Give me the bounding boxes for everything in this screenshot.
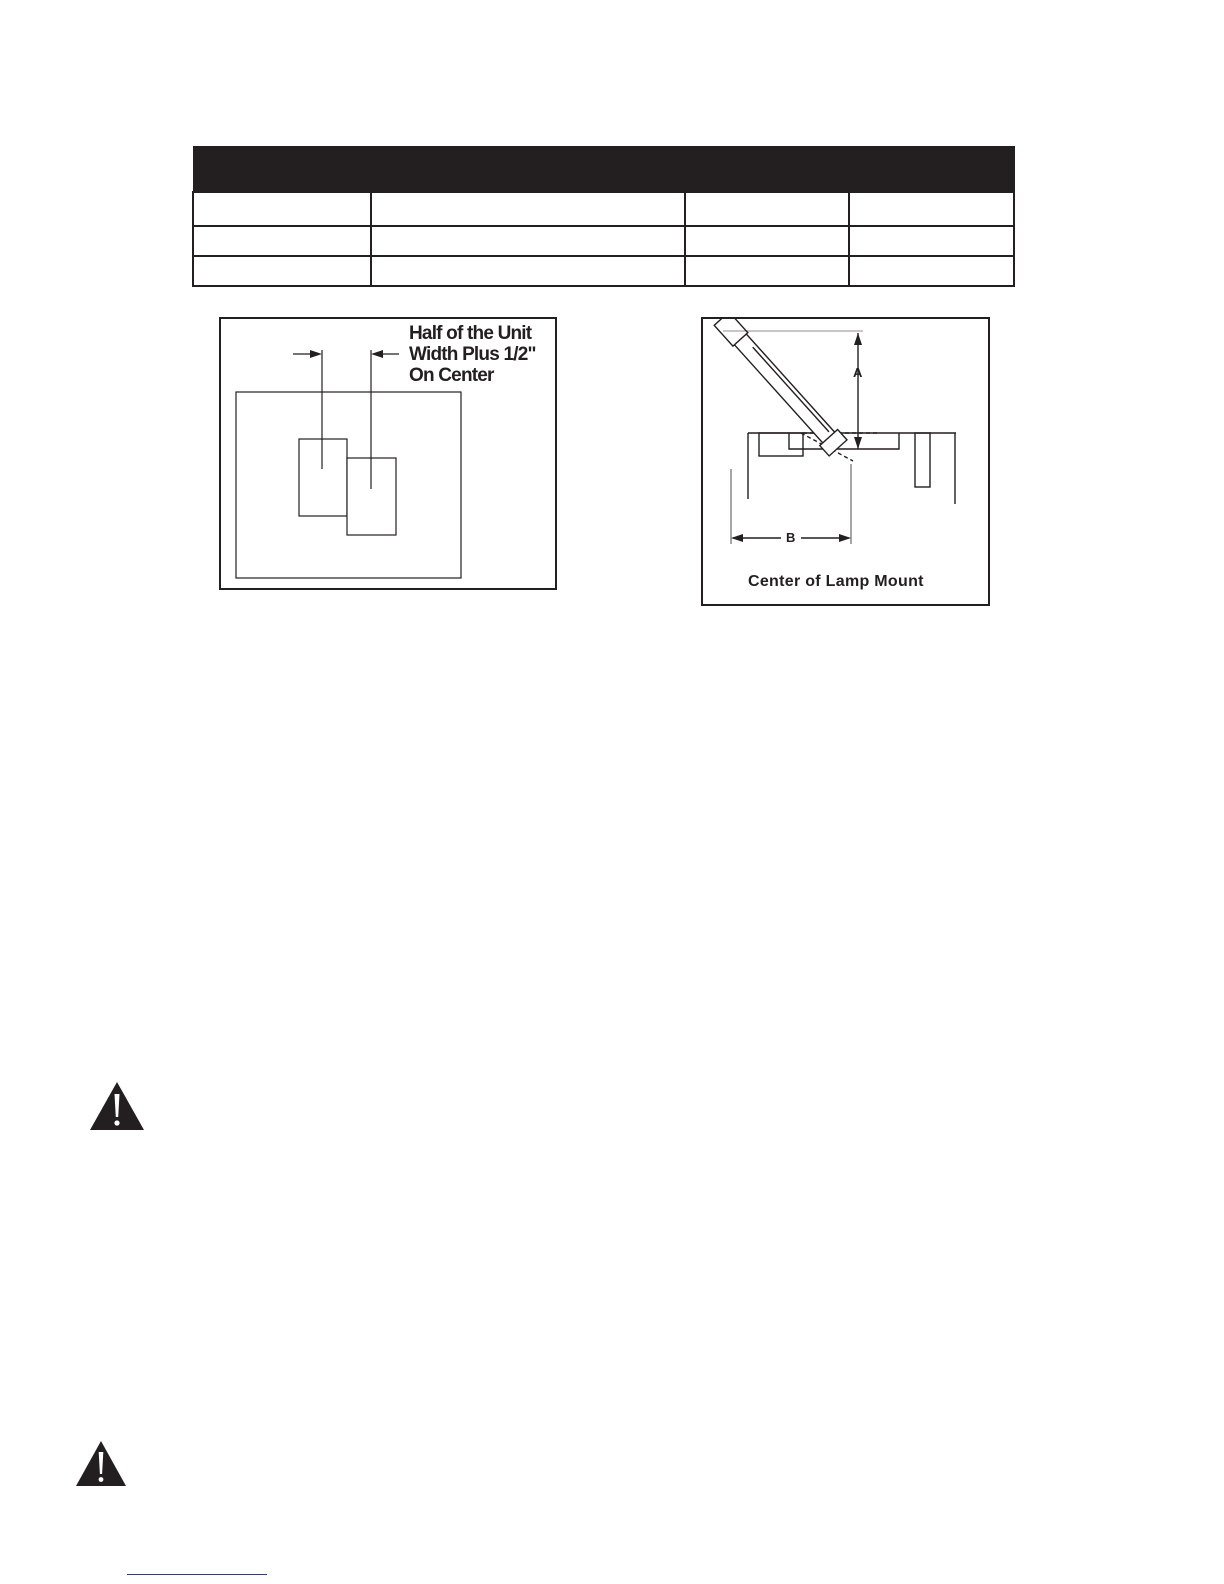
- footer-link-underline[interactable]: [127, 1574, 267, 1575]
- table-header-cell: [685, 147, 849, 193]
- housing-block-right: [915, 433, 930, 487]
- table-cell: [371, 192, 685, 226]
- table-cell: [371, 256, 685, 286]
- housing-block-left: [759, 433, 803, 456]
- arrow-head-right: [371, 350, 383, 358]
- lamp-mount-figure: [701, 317, 990, 606]
- table-cell: [849, 192, 1014, 226]
- arrow-b-right: [839, 534, 851, 542]
- table-cell: [371, 226, 685, 256]
- warning-triangle-icon: [89, 1081, 145, 1136]
- arrow-b-left: [731, 534, 743, 542]
- table-cell: [193, 192, 371, 226]
- lamp-box-left: [299, 439, 347, 516]
- lamp-mount-caption: Center of Lamp Mount: [748, 573, 924, 590]
- table-cell: [685, 226, 849, 256]
- lamp-tube: [725, 324, 837, 446]
- table-header-cell: [193, 147, 371, 193]
- table-cell: [193, 256, 371, 286]
- table-header-cell: [849, 147, 1014, 193]
- lamp-mount-diagram: [703, 319, 988, 604]
- table-cell: [849, 256, 1014, 286]
- spec-table: [192, 146, 1015, 287]
- table-row: [193, 256, 1014, 286]
- arrow-a-bottom: [854, 437, 862, 449]
- table-cell: [849, 226, 1014, 256]
- warning-triangle-icon: [75, 1440, 127, 1492]
- table-cell: [685, 192, 849, 226]
- table-cell: [685, 256, 849, 286]
- arrow-head-left: [310, 350, 322, 358]
- unit-width-caption: Half of the Unit Width Plus 1/2" On Center: [409, 323, 536, 386]
- dimension-a-label: A: [853, 365, 863, 380]
- dimension-b-label: B: [786, 530, 796, 545]
- lamp-tube-inner: [753, 347, 829, 432]
- table-header-cell: [371, 147, 685, 193]
- arrow-a-top: [854, 333, 862, 345]
- table-row: [193, 226, 1014, 256]
- table-row: [193, 192, 1014, 226]
- table-header-row: [193, 147, 1014, 193]
- unit-width-figure: [219, 317, 557, 590]
- table-cell: [193, 226, 371, 256]
